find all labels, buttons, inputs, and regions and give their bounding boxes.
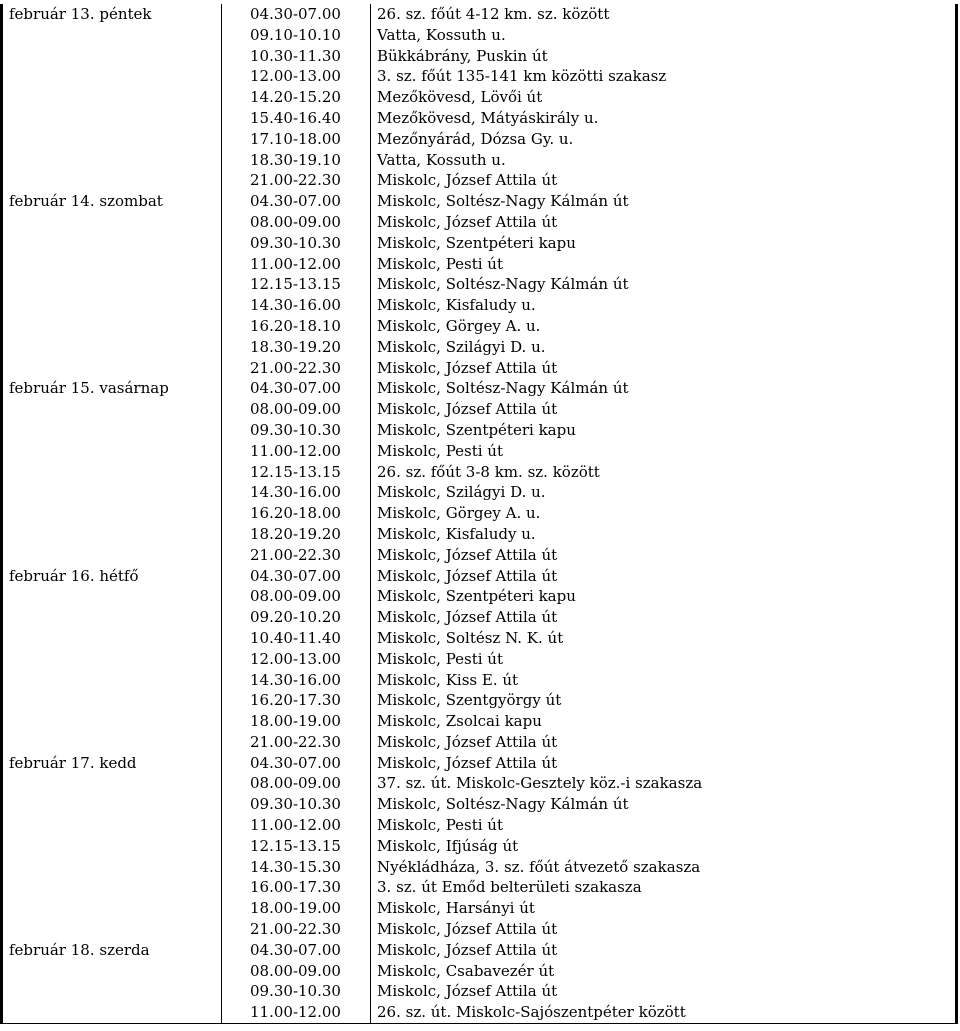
schedule-row <box>2 857 957 878</box>
time-range: 04.30-07.00 <box>222 753 371 774</box>
schedule-row <box>2 462 957 483</box>
schedule-row <box>2 378 957 399</box>
time-range: 16.20-18.10 <box>222 316 371 337</box>
schedule-row <box>2 233 957 254</box>
location: Miskolc, Kisfaludy u. <box>371 295 957 316</box>
time-range: 21.00-22.30 <box>222 358 371 379</box>
schedule-row <box>2 981 957 1002</box>
schedule-row <box>2 732 957 753</box>
location: Miskolc, József Attila út <box>371 212 957 233</box>
location: Miskolc, Szentpéteri kapu <box>371 233 957 254</box>
location: Miskolc, József Attila út <box>371 607 957 628</box>
schedule-row <box>2 607 957 628</box>
schedule-row <box>2 773 957 794</box>
time-range: 12.00-13.00 <box>222 66 371 87</box>
time-range: 18.30-19.20 <box>222 337 371 358</box>
day-cell-empty <box>2 420 222 441</box>
location: Miskolc, Szentpéteri kapu <box>371 420 957 441</box>
day-cell-empty <box>2 773 222 794</box>
time-range: 11.00-12.00 <box>222 254 371 275</box>
day-cell-empty <box>2 670 222 691</box>
schedule-row <box>2 794 957 815</box>
day-label: február 14. szombat <box>2 191 222 212</box>
schedule-row <box>2 628 957 649</box>
schedule-row <box>2 108 957 129</box>
day-cell-empty <box>2 274 222 295</box>
day-cell-empty <box>2 441 222 462</box>
location: Miskolc, Soltész-Nagy Kálmán út <box>371 274 957 295</box>
location: Mezőkövesd, Mátyáskirály u. <box>371 108 957 129</box>
schedule-row <box>2 919 957 940</box>
location: Miskolc, Soltész N. K. út <box>371 628 957 649</box>
schedule-row <box>2 46 957 67</box>
schedule-row <box>2 129 957 150</box>
time-range: 09.30-10.30 <box>222 233 371 254</box>
time-range: 10.30-11.30 <box>222 46 371 67</box>
schedule-table <box>0 4 958 1024</box>
day-cell-empty <box>2 212 222 233</box>
schedule-row <box>2 649 957 670</box>
time-range: 21.00-22.30 <box>222 732 371 753</box>
time-range: 09.30-10.30 <box>222 420 371 441</box>
location: Mezőkövesd, Lövői út <box>371 87 957 108</box>
schedule-row <box>2 316 957 337</box>
day-cell-empty <box>2 25 222 46</box>
time-range: 12.00-13.00 <box>222 649 371 670</box>
day-cell-empty <box>2 108 222 129</box>
location: Miskolc, Kiss E. út <box>371 670 957 691</box>
schedule-row <box>2 254 957 275</box>
time-range: 10.40-11.40 <box>222 628 371 649</box>
location: Miskolc, József Attila út <box>371 732 957 753</box>
time-range: 11.00-12.00 <box>222 815 371 836</box>
schedule-row <box>2 170 957 191</box>
day-cell-empty <box>2 815 222 836</box>
time-range: 16.20-18.00 <box>222 503 371 524</box>
time-range: 15.40-16.40 <box>222 108 371 129</box>
schedule-row <box>2 337 957 358</box>
location: 3. sz. főút 135-141 km közötti szakasz <box>371 66 957 87</box>
location: Miskolc, Szentpéteri kapu <box>371 586 957 607</box>
day-cell-empty <box>2 607 222 628</box>
time-range: 14.30-15.30 <box>222 857 371 878</box>
day-cell-empty <box>2 316 222 337</box>
time-range: 12.15-13.15 <box>222 274 371 295</box>
location: Miskolc, Soltész-Nagy Kálmán út <box>371 191 957 212</box>
schedule-row <box>2 815 957 836</box>
time-range: 14.20-15.20 <box>222 87 371 108</box>
location: Miskolc, Szentgyörgy út <box>371 690 957 711</box>
time-range: 08.00-09.00 <box>222 212 371 233</box>
day-cell-empty <box>2 690 222 711</box>
location: Miskolc, József Attila út <box>371 170 957 191</box>
time-range: 08.00-09.00 <box>222 961 371 982</box>
time-range: 12.15-13.15 <box>222 462 371 483</box>
schedule-row <box>2 482 957 503</box>
location: Miskolc, József Attila út <box>371 753 957 774</box>
schedule-row <box>2 503 957 524</box>
time-range: 18.00-19.00 <box>222 711 371 732</box>
day-cell-empty <box>2 857 222 878</box>
time-range: 09.10-10.10 <box>222 25 371 46</box>
day-cell-empty <box>2 794 222 815</box>
time-range: 04.30-07.00 <box>222 191 371 212</box>
day-cell-empty <box>2 170 222 191</box>
schedule-row <box>2 358 957 379</box>
day-cell-empty <box>2 586 222 607</box>
time-range: 18.00-19.00 <box>222 898 371 919</box>
day-cell-empty <box>2 981 222 1002</box>
day-label: február 18. szerda <box>2 940 222 961</box>
schedule-row <box>2 274 957 295</box>
day-label: február 13. péntek <box>2 4 222 25</box>
schedule-row <box>2 836 957 857</box>
time-range: 16.00-17.30 <box>222 877 371 898</box>
day-cell-empty <box>2 877 222 898</box>
location: Miskolc, József Attila út <box>371 940 957 961</box>
day-cell-empty <box>2 46 222 67</box>
schedule-row <box>2 961 957 982</box>
location: 3. sz. út Emőd belterületi szakasza <box>371 877 957 898</box>
day-cell-empty <box>2 836 222 857</box>
day-cell-empty <box>2 919 222 940</box>
location: Miskolc, Harsányi út <box>371 898 957 919</box>
time-range: 09.30-10.30 <box>222 794 371 815</box>
time-range: 12.15-13.15 <box>222 836 371 857</box>
time-range: 17.10-18.00 <box>222 129 371 150</box>
schedule-row <box>2 66 957 87</box>
time-range: 14.30-16.00 <box>222 670 371 691</box>
schedule-row <box>2 566 957 587</box>
time-range: 04.30-07.00 <box>222 4 371 25</box>
location: Miskolc, József Attila út <box>371 981 957 1002</box>
schedule-row <box>2 191 957 212</box>
location: Miskolc, Szilágyi D. u. <box>371 337 957 358</box>
time-range: 21.00-22.30 <box>222 170 371 191</box>
time-range: 14.30-16.00 <box>222 482 371 503</box>
location: 37. sz. út. Miskolc-Gesztely köz.-i szakasza <box>371 773 957 794</box>
day-cell-empty <box>2 337 222 358</box>
location: Miskolc, Soltész-Nagy Kálmán út <box>371 378 957 399</box>
day-cell-empty <box>2 254 222 275</box>
location: Miskolc, Ifjúság út <box>371 836 957 857</box>
schedule-row <box>2 420 957 441</box>
day-cell-empty <box>2 711 222 732</box>
day-cell-empty <box>2 233 222 254</box>
day-cell-empty <box>2 66 222 87</box>
time-range: 09.20-10.20 <box>222 607 371 628</box>
time-range: 11.00-12.00 <box>222 1002 371 1023</box>
location: 26. sz. főút 3-8 km. sz. között <box>371 462 957 483</box>
day-cell-empty <box>2 129 222 150</box>
schedule-row <box>2 586 957 607</box>
location: 26. sz. főút 4-12 km. sz. között <box>371 4 957 25</box>
schedule-row <box>2 524 957 545</box>
location: Miskolc, Pesti út <box>371 649 957 670</box>
time-range: 16.20-17.30 <box>222 690 371 711</box>
schedule-row <box>2 711 957 732</box>
day-cell-empty <box>2 399 222 420</box>
location: Miskolc, Pesti út <box>371 441 957 462</box>
location: Miskolc, József Attila út <box>371 545 957 566</box>
schedule-row <box>2 4 957 25</box>
time-range: 21.00-22.30 <box>222 545 371 566</box>
schedule-row <box>2 690 957 711</box>
location: Miskolc, Szilágyi D. u. <box>371 482 957 503</box>
schedule-row <box>2 670 957 691</box>
location: Miskolc, Görgey A. u. <box>371 503 957 524</box>
day-cell-empty <box>2 358 222 379</box>
day-cell-empty <box>2 898 222 919</box>
location: Miskolc, József Attila út <box>371 919 957 940</box>
schedule-row <box>2 545 957 566</box>
day-cell-empty <box>2 482 222 503</box>
schedule-row <box>2 212 957 233</box>
time-range: 09.30-10.30 <box>222 981 371 1002</box>
day-cell-empty <box>2 649 222 670</box>
schedule-row <box>2 295 957 316</box>
day-cell-empty <box>2 87 222 108</box>
time-range: 08.00-09.00 <box>222 399 371 420</box>
time-range: 04.30-07.00 <box>222 378 371 399</box>
location: Nyékládháza, 3. sz. főút átvezető szakasza <box>371 857 957 878</box>
location: 26. sz. út. Miskolc-Sajószentpéter között <box>371 1002 957 1023</box>
location: Miskolc, Csabavezér út <box>371 961 957 982</box>
location: Miskolc, Pesti út <box>371 815 957 836</box>
time-range: 18.20-19.20 <box>222 524 371 545</box>
location: Miskolc, Soltész-Nagy Kálmán út <box>371 794 957 815</box>
time-range: 11.00-12.00 <box>222 441 371 462</box>
location: Vatta, Kossuth u. <box>371 150 957 171</box>
time-range: 21.00-22.30 <box>222 919 371 940</box>
day-cell-empty <box>2 1002 222 1023</box>
schedule-row <box>2 1002 957 1023</box>
location: Miskolc, Görgey A. u. <box>371 316 957 337</box>
schedule-body <box>2 4 957 1024</box>
location: Miskolc, Pesti út <box>371 254 957 275</box>
time-range: 04.30-07.00 <box>222 566 371 587</box>
schedule-row <box>2 25 957 46</box>
location: Bükkábrány, Puskin út <box>371 46 957 67</box>
day-label: február 17. kedd <box>2 753 222 774</box>
time-range: 08.00-09.00 <box>222 773 371 794</box>
schedule-row <box>2 877 957 898</box>
schedule-row <box>2 399 957 420</box>
schedule-row <box>2 441 957 462</box>
schedule-row <box>2 150 957 171</box>
time-range: 18.30-19.10 <box>222 150 371 171</box>
location: Miskolc, József Attila út <box>371 566 957 587</box>
location: Miskolc, Zsolcai kapu <box>371 711 957 732</box>
location: Miskolc, József Attila út <box>371 399 957 420</box>
day-cell-empty <box>2 462 222 483</box>
day-cell-empty <box>2 545 222 566</box>
day-cell-empty <box>2 628 222 649</box>
location: Vatta, Kossuth u. <box>371 25 957 46</box>
day-cell-empty <box>2 732 222 753</box>
day-label: február 16. hétfő <box>2 566 222 587</box>
location: Miskolc, József Attila út <box>371 358 957 379</box>
schedule-row <box>2 898 957 919</box>
location: Miskolc, Kisfaludy u. <box>371 524 957 545</box>
time-range: 08.00-09.00 <box>222 586 371 607</box>
day-cell-empty <box>2 961 222 982</box>
schedule-row <box>2 940 957 961</box>
location: Mezőnyárád, Dózsa Gy. u. <box>371 129 957 150</box>
day-cell-empty <box>2 295 222 316</box>
day-cell-empty <box>2 150 222 171</box>
time-range: 04.30-07.00 <box>222 940 371 961</box>
day-cell-empty <box>2 524 222 545</box>
day-cell-empty <box>2 503 222 524</box>
time-range: 14.30-16.00 <box>222 295 371 316</box>
schedule-row <box>2 87 957 108</box>
day-label: február 15. vasárnap <box>2 378 222 399</box>
schedule-row <box>2 753 957 774</box>
